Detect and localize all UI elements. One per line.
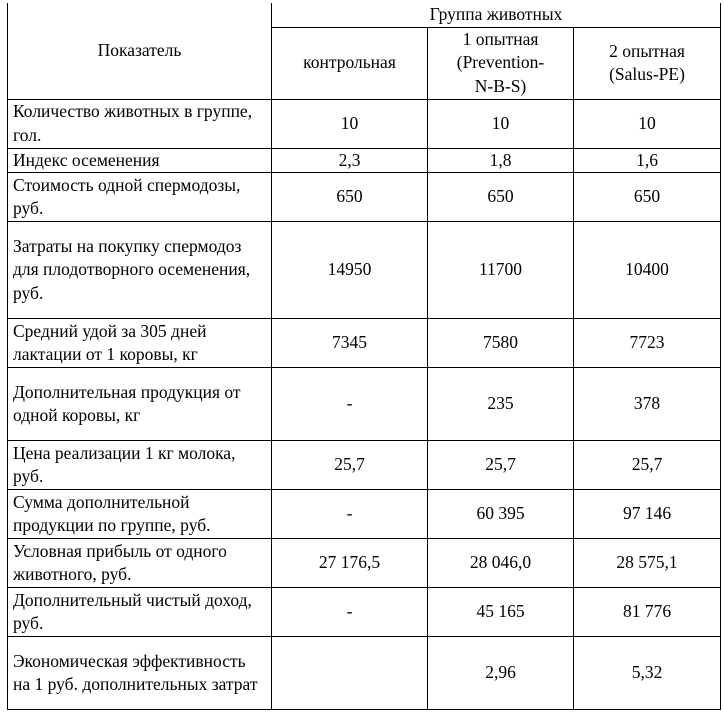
cell-control: 27 176,5: [272, 539, 428, 588]
row-label: Сумма дополнительной продукции по группе, руб.: [8, 490, 272, 539]
cell-experimental-2: 378: [574, 368, 721, 441]
table-row: [8, 173, 721, 222]
row-label: Средний удой за 305 дней лактации от 1 коровы, кг: [8, 319, 272, 368]
table-row: [8, 539, 721, 588]
cell-experimental-1: 650: [428, 173, 574, 222]
cell-experimental-2: 5,32: [574, 637, 721, 710]
table-row: [8, 490, 721, 539]
cell-control: 650: [272, 173, 428, 222]
column-header-control: контрольная: [272, 27, 428, 99]
row-label: Дополнительная продукция от одной коровы, кг: [8, 368, 272, 441]
table-row: [8, 588, 721, 637]
cell-experimental-2: 1,6: [574, 148, 721, 173]
header-row-1: [8, 3, 721, 27]
cell-experimental-1: 11700: [428, 222, 574, 319]
row-label: Экономическая эффективность на 1 руб. дополнительных затрат: [8, 637, 272, 710]
table-container: [7, 3, 720, 710]
table-row: [8, 99, 721, 148]
cell-control: 2,3: [272, 148, 428, 173]
cell-experimental-1: 45 165: [428, 588, 574, 637]
cell-experimental-1: 235: [428, 368, 574, 441]
cell-control: -: [272, 588, 428, 637]
cell-experimental-2: 97 146: [574, 490, 721, 539]
row-label: Дополнительный чистый доход, руб.: [8, 588, 272, 637]
economic-efficiency-table: [7, 3, 721, 710]
table-row: [8, 148, 721, 173]
cell-experimental-1: 7580: [428, 319, 574, 368]
cell-experimental-2: 81 776: [574, 588, 721, 637]
row-label: Цена реализации 1 кг молока, руб.: [8, 441, 272, 490]
column-header-experimental-1: 1 опытная (Prevention- N-B-S): [428, 27, 574, 99]
cell-experimental-2: 7723: [574, 319, 721, 368]
table-row: [8, 441, 721, 490]
table-row: [8, 319, 721, 368]
column-header-experimental-2: 2 опытная (Salus-PE): [574, 27, 721, 99]
cell-control: -: [272, 490, 428, 539]
cell-experimental-1: 1,8: [428, 148, 574, 173]
row-label: Затраты на покупку спермодоз для плодотворного осеменения, руб.: [8, 222, 272, 319]
cell-experimental-1: 2,96: [428, 637, 574, 710]
animal-group-header: Группа животных: [272, 3, 721, 27]
cell-experimental-2: 28 575,1: [574, 539, 721, 588]
row-label: Количество животных в группе, гол.: [8, 99, 272, 148]
row-label: Стоимость одной спермодозы, руб.: [8, 173, 272, 222]
cell-experimental-1: 10: [428, 99, 574, 148]
row-label: Условная прибыль от одного животного, руб.: [8, 539, 272, 588]
cell-control: 14950: [272, 222, 428, 319]
table-row: [8, 637, 721, 710]
cell-experimental-2: 10400: [574, 222, 721, 319]
table-row: [8, 368, 721, 441]
cell-control: 25,7: [272, 441, 428, 490]
cell-experimental-1: 60 395: [428, 490, 574, 539]
indicator-header: Показатель: [8, 3, 272, 99]
cell-control: 7345: [272, 319, 428, 368]
cell-experimental-2: 650: [574, 173, 721, 222]
cell-experimental-2: 10: [574, 99, 721, 148]
cell-control: 10: [272, 99, 428, 148]
cell-experimental-1: 28 046,0: [428, 539, 574, 588]
cell-control: [272, 637, 428, 710]
cell-experimental-2: 25,7: [574, 441, 721, 490]
table-row: [8, 222, 721, 319]
cell-experimental-1: 25,7: [428, 441, 574, 490]
cell-control: -: [272, 368, 428, 441]
row-label: Индекс осеменения: [8, 148, 272, 173]
